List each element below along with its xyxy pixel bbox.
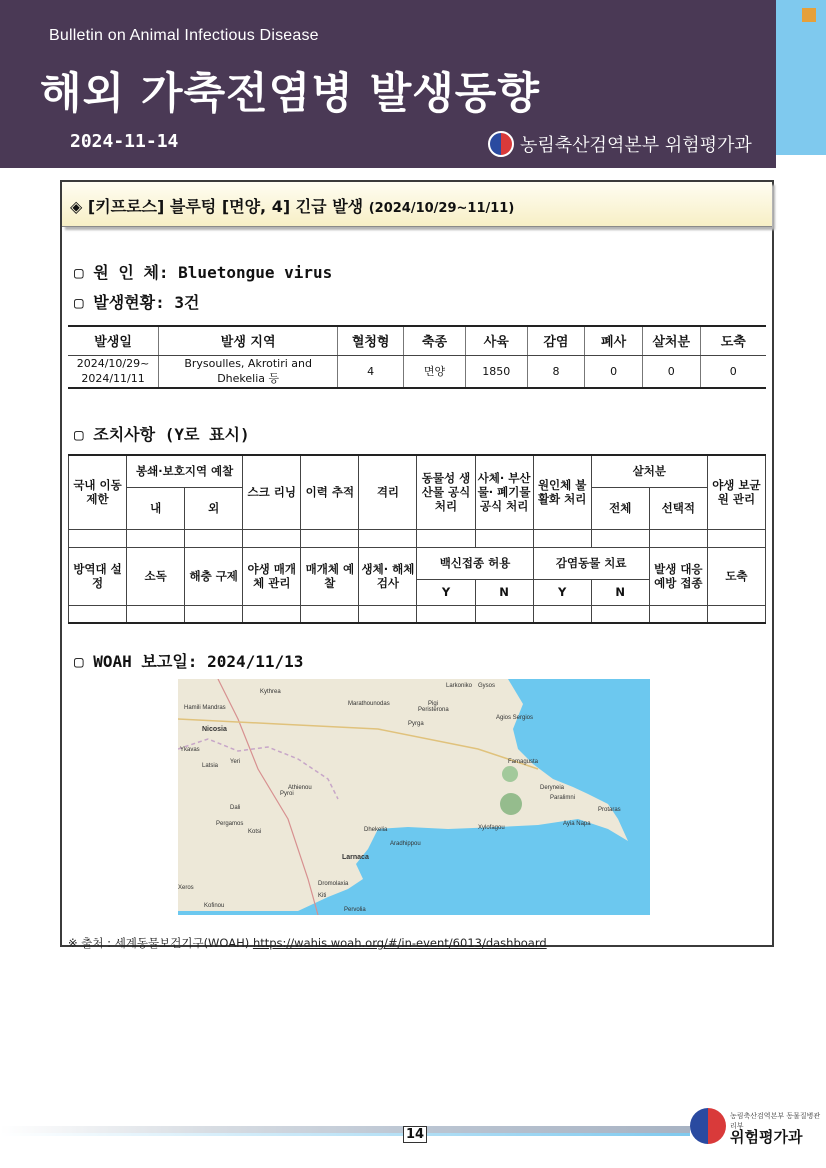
report-box [60,180,774,950]
cell-serotype: 4 [338,355,404,388]
m-cull-all: 전체 [591,487,649,529]
cell-culled: 0 [642,355,700,388]
outbreak-marker [502,766,518,782]
m-zone-in: 내 [127,487,185,529]
m-vaccine: 백신접종 허용 [417,547,533,579]
map-label: Pergamos [216,821,244,827]
cell-dead: 0 [585,355,643,388]
col-slaughtered: 도축 [700,326,766,355]
m-zone-out: 외 [185,487,243,529]
map-label: Latsia [202,763,219,769]
col-date: 발생일 [68,326,159,355]
map-label: Pyrga [408,721,424,727]
pathogen-line: ▢ 원 인 체: Bluetongue virus [74,263,333,282]
m-quarantine: 격리 [359,455,417,529]
m-trace: 이력 추적 [301,455,359,529]
outbreak-map [178,679,650,915]
footer-org: 농림축산검역본부 동물질병관리부 [730,1112,821,1130]
cell-region: Brysoulles, Akrotiri and Dhekelia 등 [159,355,338,388]
map-label: Kofinou [204,903,225,909]
page-title: 해외 가축전염병 발생동향 [40,69,540,119]
m-zone-set: 방역대 설정 [69,547,127,605]
map-label: Kythrea [260,689,281,695]
m-treat-y: Y [533,579,591,605]
m-treat-n: N [591,579,649,605]
agency-label [488,131,752,157]
cell-date: 2024/10/29~ 2024/11/11 [68,355,159,388]
m-disinfect: 소독 [127,547,185,605]
measures-values-row [69,529,766,547]
map-label: Pyroi [280,791,294,797]
footer-logo-icon [690,1108,726,1144]
map-label: Dromolaxia [318,881,349,887]
m-cull-sel: 선택적 [649,487,707,529]
m-pest: 해충 구제 [185,547,243,605]
map-label: Deryneia [540,785,565,791]
report-titlebar [62,182,772,227]
map-label: Xylofagou [478,825,505,831]
col-species: 축종 [404,326,466,355]
map-label: Gysos [478,683,496,689]
source-note [68,935,547,951]
bulletin-subtitle: Bulletin on Animal Infectious Disease [49,27,319,44]
map-label: Nicosia [202,726,227,733]
map-label: Peristerona [418,707,449,713]
decorative-strip [776,0,826,155]
map-label: Xeros [178,885,194,891]
cell-infected: 8 [527,355,585,388]
measures-values-row [69,605,766,623]
m-vaccine-n: N [475,579,533,605]
map-label: Ayia Napa [563,821,591,827]
map-label: Hamili Mandras [184,705,226,711]
report-title: ◈ [키프로스] 블루텅 [면양, 4] 긴급 발생 [70,197,364,216]
col-region: 발생 지역 [159,326,338,355]
map-label: Athienou [288,785,312,791]
footer-bar-line [0,1133,690,1136]
header-banner [0,0,776,168]
source-prefix: ※ 출처 : 세계동물보건기구(WOAH) [68,936,250,950]
col-infected: 감염 [527,326,585,355]
bulletin-date: 2024-11-14 [70,131,179,152]
m-wild-vector: 야생 매개체 관리 [243,547,301,605]
m-treat: 감염동물 치료 [533,547,649,579]
m-cull: 살처분 [591,455,707,487]
cell-species: 면양 [404,355,466,388]
col-culled: 살처분 [642,326,700,355]
map-graphic [178,679,650,915]
m-wild: 야생 보균원 관리 [707,455,765,529]
map-label: Pervolia [344,907,366,913]
map-label: Kotsi [248,829,262,835]
cell-raised: 1850 [465,355,527,388]
outbreak-table [68,325,766,389]
col-dead: 폐사 [585,326,643,355]
map-label: Marathounodas [348,701,390,707]
source-link[interactable]: https://wahis.woah.org/#/in-event/6013/dashboard [252,936,547,950]
map-label: Yeri [230,759,241,765]
m-products: 동물성 생산물 공식 처리 [417,455,475,529]
taegeuk-logo-icon [488,131,514,157]
footer-dept: 위험평가과 [730,1128,803,1146]
map-label: Dali [230,805,241,811]
m-prevent: 발생 대응 예방 접종 [649,547,707,605]
map-label: Protaras [598,807,621,813]
status-line: ▢ 발생현황: 3건 [74,293,200,312]
measures-table [68,454,766,624]
map-label: Kiti [318,893,327,899]
cell-slaughtered: 0 [700,355,766,388]
m-carcass: 사체· 부산물· 폐기물 공식 처리 [475,455,533,529]
m-movement: 국내 이동 제한 [69,455,127,529]
m-vector-surv: 매개체 예찰 [301,547,359,605]
map-label: Larnaca [342,854,369,861]
map-label: Famagusta [508,759,539,765]
map-label: Pigi [428,701,439,707]
measures-heading: ▢ 조치사항 (Y로 표시) [74,425,250,444]
map-label: Agios Sergios [496,715,534,721]
col-raised: 사육 [465,326,527,355]
table-row [68,355,766,388]
m-bio-test: 생체· 해체 검사 [359,547,417,605]
m-vaccine-y: Y [417,579,475,605]
m-slaughter: 도축 [707,547,765,605]
map-label: Larkoniko [446,683,473,689]
map-label: Ykavas [180,747,200,753]
map-label: Paralimni [550,795,576,801]
m-inactivation: 원인체 불활화 처리 [533,455,591,529]
page-number: 14 [403,1126,427,1143]
report-period: (2024/10/29~11/11) [368,201,515,216]
outbreak-marker [500,793,522,815]
map-label: Aradhippou [390,841,421,847]
m-zone: 봉쇄·보호지역 예찰 [127,455,243,487]
decorative-square [802,8,816,22]
woah-line: ▢ WOAH 보고일: 2024/11/13 [74,652,304,671]
map-label: Dhekelia [364,827,388,833]
m-screening: 스크 리닝 [243,455,301,529]
col-serotype: 혈청형 [338,326,404,355]
agency-name: 농림축산검역본부 위험평가과 [520,135,752,156]
